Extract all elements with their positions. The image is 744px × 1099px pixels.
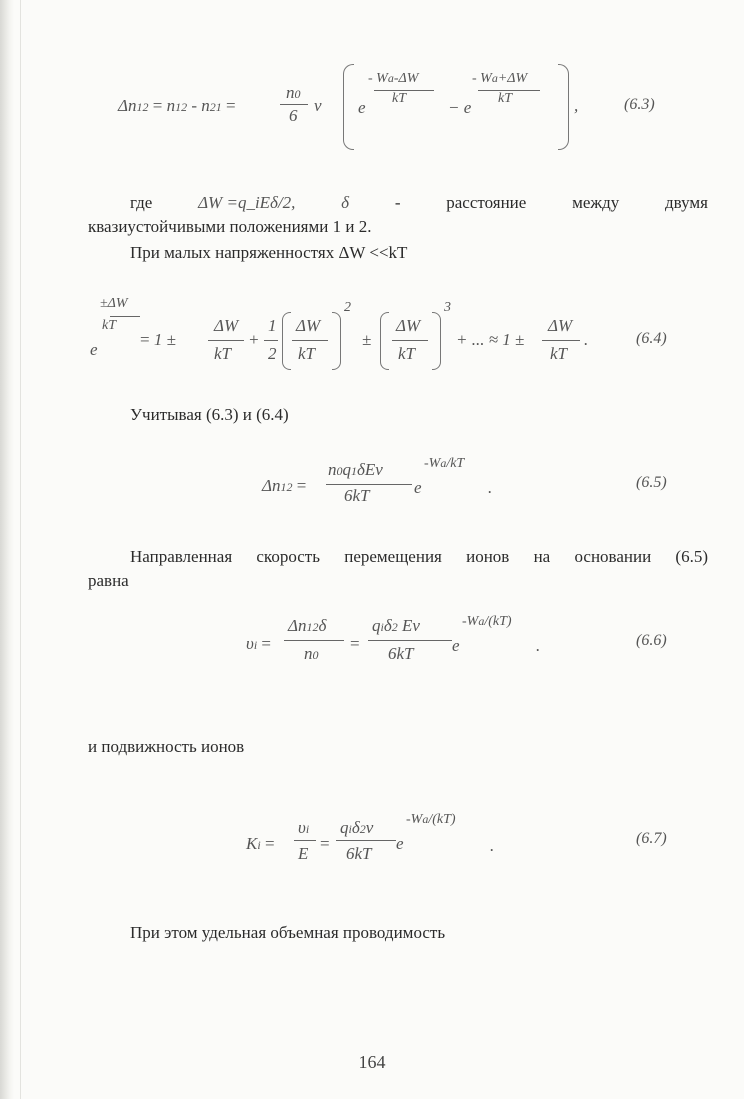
conductivity-line: При этом удельная объемная проводимость <box>130 923 446 942</box>
page-number: 164 <box>358 1052 386 1072</box>
where-line-2: квазиустойчивыми положениями 1 и 2. <box>88 217 372 236</box>
mobility-line: и подвижность ионов <box>88 737 245 756</box>
page-margin-line <box>20 0 21 1099</box>
small-field-line: При малых напряженностях ΔW <<kT <box>130 243 408 262</box>
considering-line: Учитывая (6.3) и (6.4) <box>130 405 289 424</box>
equation-number: (6.3) <box>624 96 655 113</box>
equation-number: (6.4) <box>636 330 667 347</box>
page-spine-shadow <box>0 0 14 1099</box>
velocity-line-1: Направленная скорость перемещения ионов на основании (6.5) <box>130 547 708 566</box>
equation-number: (6.6) <box>636 632 667 649</box>
velocity-line-2: равна <box>88 571 129 590</box>
where-line-1: где ΔW =q_iEδ/2, δ - расстояние между двумя <box>130 193 708 212</box>
equation-number: (6.7) <box>636 830 667 847</box>
equation-number: (6.5) <box>636 474 667 491</box>
